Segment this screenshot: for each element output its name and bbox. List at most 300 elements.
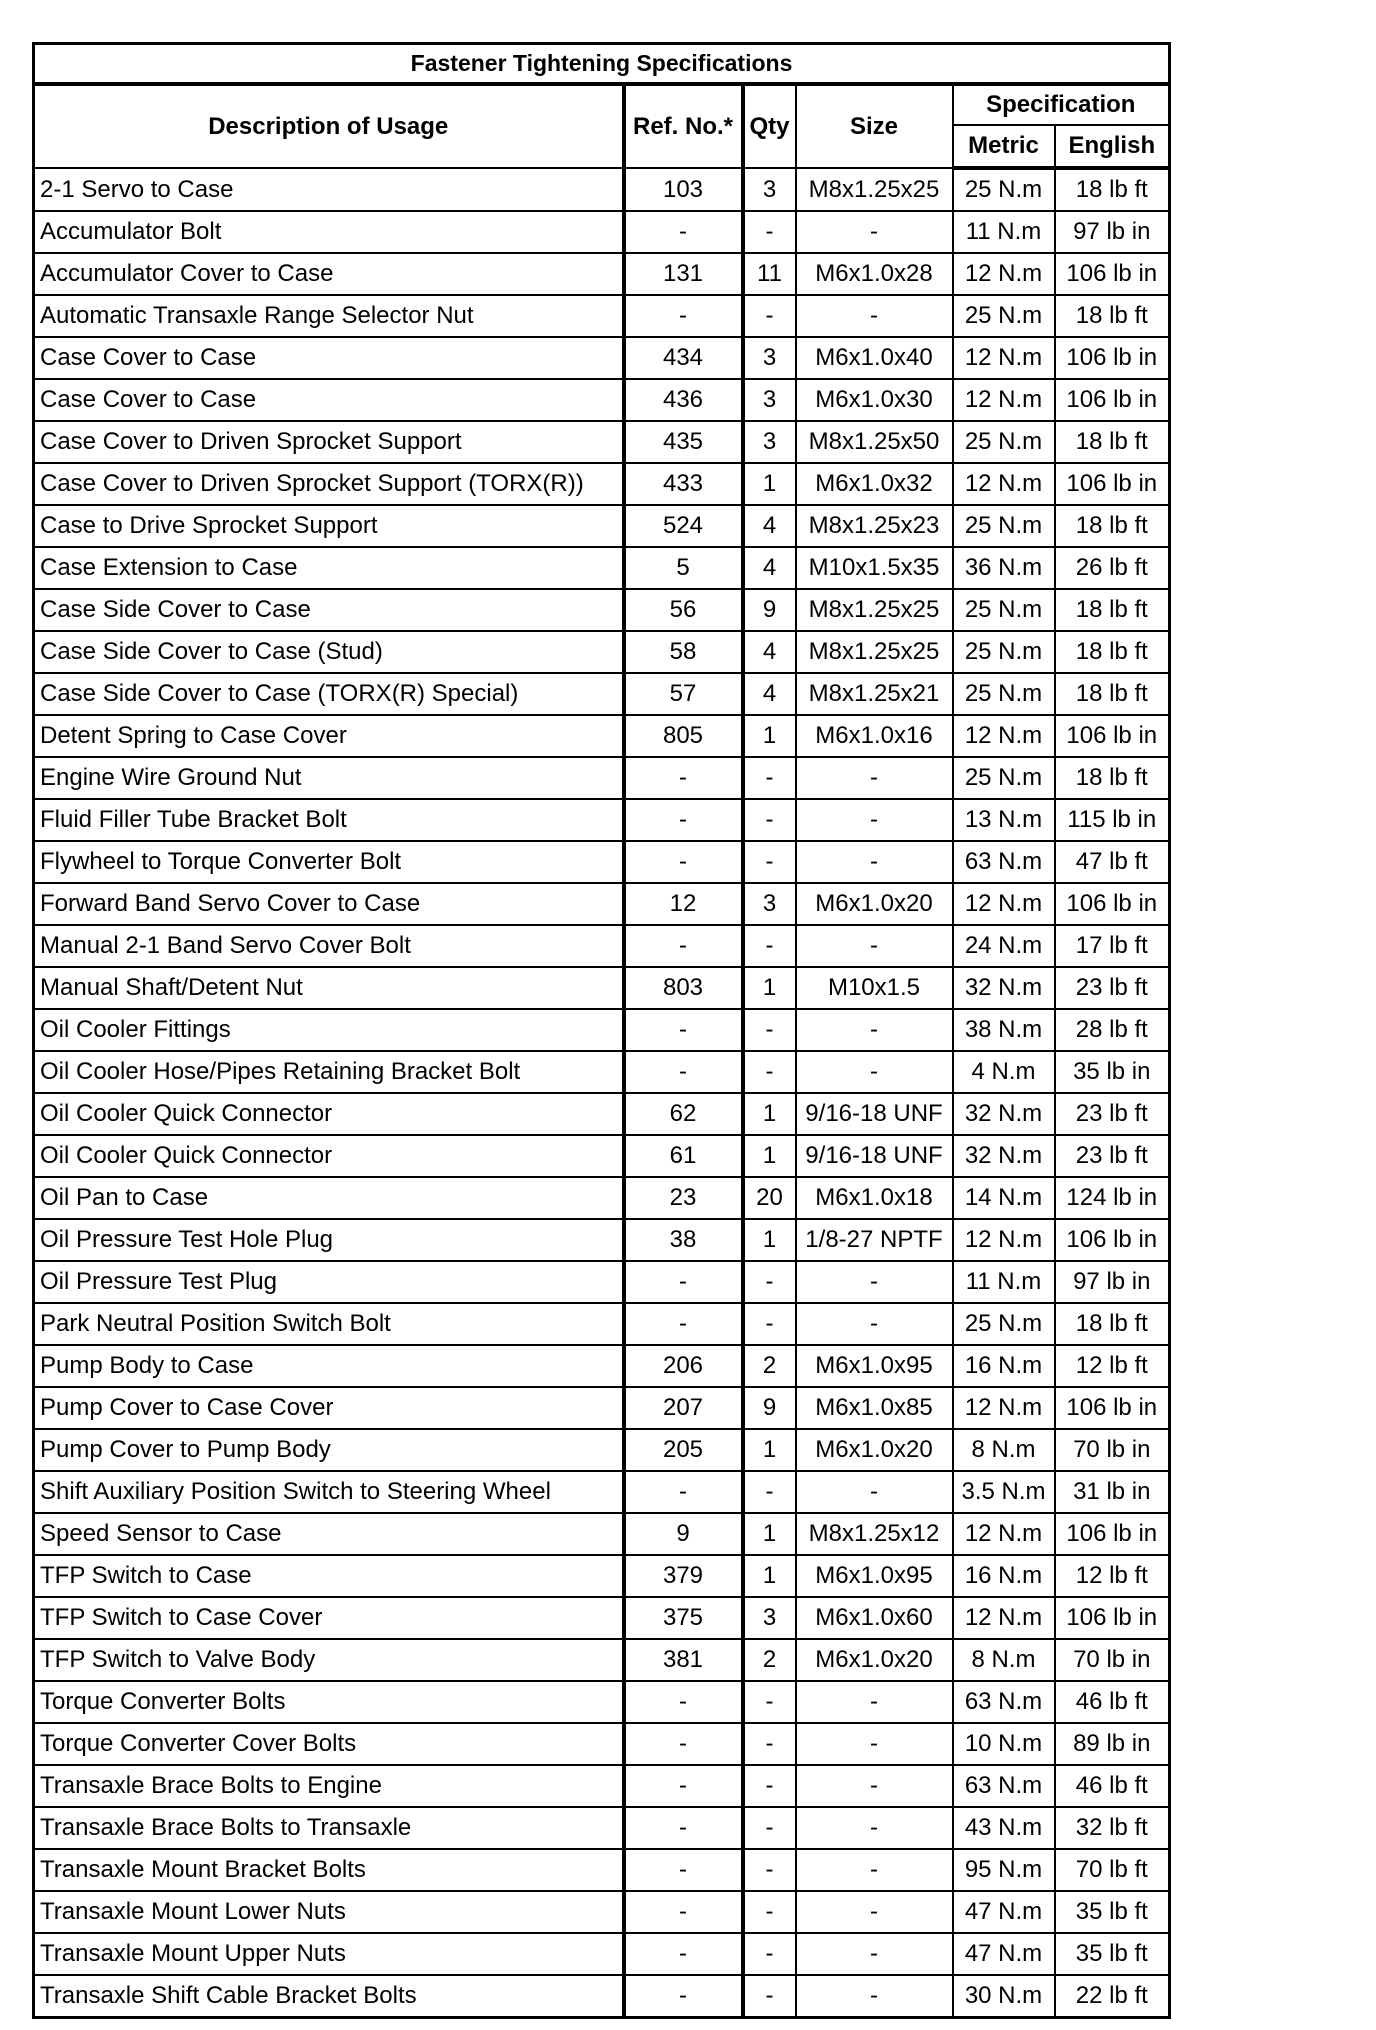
cell-qty: 1: [743, 715, 796, 757]
cell-ref-no: 524: [624, 505, 743, 547]
cell-description: Oil Cooler Hose/Pipes Retaining Bracket Bolt: [34, 1051, 624, 1093]
cell-qty: 11: [743, 253, 796, 295]
cell-metric: 12 N.m: [953, 463, 1055, 505]
cell-metric: 8 N.m: [953, 1429, 1055, 1471]
cell-english: 28 lb ft: [1055, 1009, 1170, 1051]
cell-metric: 32 N.m: [953, 1135, 1055, 1177]
title-row: [34, 44, 1170, 85]
cell-metric: 16 N.m: [953, 1345, 1055, 1387]
cell-description: Case Cover to Driven Sprocket Support: [34, 421, 624, 463]
table-header: [34, 44, 1170, 169]
cell-english: 35 lb ft: [1055, 1933, 1170, 1975]
cell-size: M6x1.0x20: [796, 883, 953, 925]
cell-size: -: [796, 1681, 953, 1723]
cell-ref-no: 62: [624, 1093, 743, 1135]
cell-qty: -: [743, 1807, 796, 1849]
cell-description: Transaxle Mount Bracket Bolts: [34, 1849, 624, 1891]
cell-size: M6x1.0x28: [796, 253, 953, 295]
cell-size: M8x1.25x23: [796, 505, 953, 547]
cell-english: 18 lb ft: [1055, 673, 1170, 715]
table-row: [34, 1891, 1170, 1933]
cell-description: Forward Band Servo Cover to Case: [34, 883, 624, 925]
cell-description: Case Extension to Case: [34, 547, 624, 589]
table-row: [34, 1009, 1170, 1051]
cell-english: 46 lb ft: [1055, 1681, 1170, 1723]
table-row: [34, 1093, 1170, 1135]
cell-ref-no: -: [624, 1681, 743, 1723]
cell-size: 9/16-18 UNF: [796, 1093, 953, 1135]
cell-english: 115 lb in: [1055, 799, 1170, 841]
header-specification: Specification: [953, 84, 1170, 125]
cell-description: Transaxle Mount Upper Nuts: [34, 1933, 624, 1975]
cell-qty: 1: [743, 1219, 796, 1261]
cell-size: -: [796, 1471, 953, 1513]
cell-ref-no: 436: [624, 379, 743, 421]
table-row: [34, 505, 1170, 547]
cell-qty: 1: [743, 463, 796, 505]
cell-metric: 25 N.m: [953, 421, 1055, 463]
cell-description: Accumulator Cover to Case: [34, 253, 624, 295]
cell-description: Transaxle Mount Lower Nuts: [34, 1891, 624, 1933]
cell-ref-no: 207: [624, 1387, 743, 1429]
cell-ref-no: 205: [624, 1429, 743, 1471]
cell-qty: -: [743, 1723, 796, 1765]
cell-size: M6x1.0x95: [796, 1345, 953, 1387]
cell-ref-no: -: [624, 1849, 743, 1891]
cell-ref-no: 23: [624, 1177, 743, 1219]
cell-ref-no: 57: [624, 673, 743, 715]
cell-qty: -: [743, 1009, 796, 1051]
cell-qty: -: [743, 799, 796, 841]
cell-description: Speed Sensor to Case: [34, 1513, 624, 1555]
cell-english: 106 lb in: [1055, 253, 1170, 295]
table-row: [34, 547, 1170, 589]
table-title: Fastener Tightening Specifications: [34, 44, 1170, 85]
cell-english: 97 lb in: [1055, 211, 1170, 253]
table-row: [34, 757, 1170, 799]
cell-english: 106 lb in: [1055, 379, 1170, 421]
table-row: [34, 1051, 1170, 1093]
cell-qty: 4: [743, 673, 796, 715]
cell-description: Pump Body to Case: [34, 1345, 624, 1387]
cell-english: 18 lb ft: [1055, 1303, 1170, 1345]
cell-ref-no: -: [624, 1975, 743, 2018]
cell-metric: 43 N.m: [953, 1807, 1055, 1849]
cell-description: Oil Pressure Test Hole Plug: [34, 1219, 624, 1261]
cell-description: Accumulator Bolt: [34, 211, 624, 253]
table-row: [34, 1597, 1170, 1639]
cell-qty: -: [743, 1849, 796, 1891]
table-row: [34, 1681, 1170, 1723]
cell-size: -: [796, 841, 953, 883]
cell-qty: -: [743, 295, 796, 337]
cell-size: -: [796, 1723, 953, 1765]
cell-qty: 1: [743, 1555, 796, 1597]
cell-metric: 24 N.m: [953, 925, 1055, 967]
cell-ref-no: -: [624, 1009, 743, 1051]
cell-english: 106 lb in: [1055, 1219, 1170, 1261]
cell-metric: 12 N.m: [953, 1219, 1055, 1261]
cell-description: Oil Cooler Quick Connector: [34, 1135, 624, 1177]
cell-english: 18 lb ft: [1055, 295, 1170, 337]
cell-metric: 32 N.m: [953, 967, 1055, 1009]
cell-description: Torque Converter Bolts: [34, 1681, 624, 1723]
cell-ref-no: -: [624, 1891, 743, 1933]
cell-english: 17 lb ft: [1055, 925, 1170, 967]
cell-metric: 47 N.m: [953, 1891, 1055, 1933]
cell-size: -: [796, 1261, 953, 1303]
cell-english: 18 lb ft: [1055, 757, 1170, 799]
cell-english: 18 lb ft: [1055, 589, 1170, 631]
cell-metric: 63 N.m: [953, 1765, 1055, 1807]
cell-description: Shift Auxiliary Position Switch to Steering Wheel: [34, 1471, 624, 1513]
cell-english: 97 lb in: [1055, 1261, 1170, 1303]
cell-ref-no: 435: [624, 421, 743, 463]
cell-size: -: [796, 1765, 953, 1807]
table-body: [34, 168, 1170, 2018]
cell-size: M6x1.0x20: [796, 1429, 953, 1471]
cell-size: -: [796, 1009, 953, 1051]
cell-ref-no: -: [624, 757, 743, 799]
cell-metric: 12 N.m: [953, 379, 1055, 421]
cell-qty: 2: [743, 1639, 796, 1681]
table-row: [34, 295, 1170, 337]
cell-metric: 12 N.m: [953, 1387, 1055, 1429]
cell-ref-no: 206: [624, 1345, 743, 1387]
cell-ref-no: -: [624, 1723, 743, 1765]
cell-metric: 12 N.m: [953, 715, 1055, 757]
cell-qty: -: [743, 1471, 796, 1513]
cell-description: Park Neutral Position Switch Bolt: [34, 1303, 624, 1345]
cell-metric: 12 N.m: [953, 1513, 1055, 1555]
header-english: English: [1055, 125, 1170, 168]
cell-ref-no: 12: [624, 883, 743, 925]
cell-metric: 12 N.m: [953, 337, 1055, 379]
cell-description: TFP Switch to Case: [34, 1555, 624, 1597]
cell-qty: 1: [743, 967, 796, 1009]
cell-metric: 25 N.m: [953, 295, 1055, 337]
cell-description: Case Cover to Case: [34, 379, 624, 421]
cell-size: M6x1.0x30: [796, 379, 953, 421]
cell-ref-no: 61: [624, 1135, 743, 1177]
cell-english: 32 lb ft: [1055, 1807, 1170, 1849]
cell-english: 46 lb ft: [1055, 1765, 1170, 1807]
cell-qty: -: [743, 211, 796, 253]
cell-metric: 25 N.m: [953, 631, 1055, 673]
cell-qty: 1: [743, 1513, 796, 1555]
cell-metric: 25 N.m: [953, 673, 1055, 715]
cell-size: M8x1.25x21: [796, 673, 953, 715]
cell-english: 70 lb ft: [1055, 1849, 1170, 1891]
table-row: [34, 337, 1170, 379]
cell-ref-no: 433: [624, 463, 743, 505]
cell-ref-no: 9: [624, 1513, 743, 1555]
cell-description: Manual Shaft/Detent Nut: [34, 967, 624, 1009]
cell-size: -: [796, 1891, 953, 1933]
cell-metric: 11 N.m: [953, 211, 1055, 253]
cell-description: TFP Switch to Case Cover: [34, 1597, 624, 1639]
cell-english: 106 lb in: [1055, 1513, 1170, 1555]
cell-size: M6x1.0x85: [796, 1387, 953, 1429]
cell-qty: 4: [743, 631, 796, 673]
cell-size: -: [796, 925, 953, 967]
cell-metric: 25 N.m: [953, 505, 1055, 547]
table-row: [34, 841, 1170, 883]
cell-qty: -: [743, 757, 796, 799]
cell-size: -: [796, 1933, 953, 1975]
table-row: [34, 1345, 1170, 1387]
cell-qty: 9: [743, 589, 796, 631]
cell-description: Flywheel to Torque Converter Bolt: [34, 841, 624, 883]
fastener-spec-table: [32, 42, 1171, 2019]
cell-english: 23 lb ft: [1055, 1093, 1170, 1135]
cell-metric: 25 N.m: [953, 1303, 1055, 1345]
cell-size: 1/8-27 NPTF: [796, 1219, 953, 1261]
cell-size: -: [796, 799, 953, 841]
cell-size: M6x1.0x60: [796, 1597, 953, 1639]
cell-metric: 25 N.m: [953, 589, 1055, 631]
cell-size: M8x1.25x25: [796, 631, 953, 673]
cell-qty: 3: [743, 168, 796, 211]
cell-english: 106 lb in: [1055, 715, 1170, 757]
cell-qty: 2: [743, 1345, 796, 1387]
cell-qty: 4: [743, 505, 796, 547]
cell-qty: 3: [743, 337, 796, 379]
cell-description: Case Side Cover to Case (Stud): [34, 631, 624, 673]
table-row: [34, 1555, 1170, 1597]
cell-description: TFP Switch to Valve Body: [34, 1639, 624, 1681]
table-row: [34, 1471, 1170, 1513]
cell-qty: 4: [743, 547, 796, 589]
cell-ref-no: 434: [624, 337, 743, 379]
cell-description: Fluid Filler Tube Bracket Bolt: [34, 799, 624, 841]
cell-metric: 63 N.m: [953, 1681, 1055, 1723]
cell-english: 18 lb ft: [1055, 505, 1170, 547]
cell-english: 106 lb in: [1055, 1597, 1170, 1639]
header-row-1: [34, 84, 1170, 125]
cell-metric: 47 N.m: [953, 1933, 1055, 1975]
cell-qty: -: [743, 1975, 796, 2018]
table-row: [34, 967, 1170, 1009]
cell-description: Detent Spring to Case Cover: [34, 715, 624, 757]
cell-ref-no: 56: [624, 589, 743, 631]
cell-english: 47 lb ft: [1055, 841, 1170, 883]
cell-english: 18 lb ft: [1055, 168, 1170, 211]
cell-description: Case Cover to Case: [34, 337, 624, 379]
cell-size: -: [796, 1303, 953, 1345]
cell-qty: 9: [743, 1387, 796, 1429]
header-metric: Metric: [953, 125, 1055, 168]
cell-size: M6x1.0x16: [796, 715, 953, 757]
cell-metric: 95 N.m: [953, 1849, 1055, 1891]
cell-english: 31 lb in: [1055, 1471, 1170, 1513]
cell-description: Transaxle Brace Bolts to Engine: [34, 1765, 624, 1807]
cell-ref-no: -: [624, 1807, 743, 1849]
cell-ref-no: 58: [624, 631, 743, 673]
cell-ref-no: 803: [624, 967, 743, 1009]
cell-qty: -: [743, 1891, 796, 1933]
cell-metric: 25 N.m: [953, 168, 1055, 211]
cell-english: 12 lb ft: [1055, 1555, 1170, 1597]
table-row: [34, 631, 1170, 673]
cell-size: -: [796, 295, 953, 337]
cell-description: Case Side Cover to Case: [34, 589, 624, 631]
cell-size: M6x1.0x32: [796, 463, 953, 505]
cell-english: 70 lb in: [1055, 1639, 1170, 1681]
cell-metric: 11 N.m: [953, 1261, 1055, 1303]
cell-english: 106 lb in: [1055, 337, 1170, 379]
cell-size: -: [796, 1807, 953, 1849]
cell-english: 35 lb in: [1055, 1051, 1170, 1093]
cell-ref-no: -: [624, 1471, 743, 1513]
table-row: [34, 1849, 1170, 1891]
cell-metric: 16 N.m: [953, 1555, 1055, 1597]
cell-metric: 12 N.m: [953, 883, 1055, 925]
cell-size: M10x1.5: [796, 967, 953, 1009]
cell-ref-no: 375: [624, 1597, 743, 1639]
cell-description: 2-1 Servo to Case: [34, 168, 624, 211]
cell-ref-no: 131: [624, 253, 743, 295]
table-row: [34, 925, 1170, 967]
cell-english: 106 lb in: [1055, 463, 1170, 505]
cell-size: M8x1.25x50: [796, 421, 953, 463]
cell-size: -: [796, 1849, 953, 1891]
cell-ref-no: -: [624, 295, 743, 337]
cell-english: 106 lb in: [1055, 1387, 1170, 1429]
cell-description: Oil Cooler Quick Connector: [34, 1093, 624, 1135]
cell-english: 124 lb in: [1055, 1177, 1170, 1219]
cell-qty: 3: [743, 883, 796, 925]
cell-description: Torque Converter Cover Bolts: [34, 1723, 624, 1765]
table-row: [34, 1219, 1170, 1261]
cell-english: 23 lb ft: [1055, 967, 1170, 1009]
table-row: [34, 1303, 1170, 1345]
cell-qty: -: [743, 1261, 796, 1303]
cell-english: 26 lb ft: [1055, 547, 1170, 589]
cell-metric: 38 N.m: [953, 1009, 1055, 1051]
cell-description: Case Side Cover to Case (TORX(R) Special): [34, 673, 624, 715]
cell-size: -: [796, 1051, 953, 1093]
table-row: [34, 1933, 1170, 1975]
cell-description: Transaxle Shift Cable Bracket Bolts: [34, 1975, 624, 2018]
table-row: [34, 1513, 1170, 1555]
cell-qty: 3: [743, 379, 796, 421]
table-row: [34, 1723, 1170, 1765]
table-row: [34, 883, 1170, 925]
cell-ref-no: -: [624, 1765, 743, 1807]
cell-description: Pump Cover to Case Cover: [34, 1387, 624, 1429]
cell-qty: 3: [743, 421, 796, 463]
cell-english: 18 lb ft: [1055, 631, 1170, 673]
table-row: [34, 1765, 1170, 1807]
cell-qty: 3: [743, 1597, 796, 1639]
cell-size: 9/16-18 UNF: [796, 1135, 953, 1177]
cell-ref-no: 38: [624, 1219, 743, 1261]
cell-ref-no: -: [624, 1933, 743, 1975]
cell-description: Transaxle Brace Bolts to Transaxle: [34, 1807, 624, 1849]
cell-ref-no: 103: [624, 168, 743, 211]
cell-description: Case Cover to Driven Sprocket Support (TORX(R)): [34, 463, 624, 505]
table-row: [34, 379, 1170, 421]
cell-description: Oil Pressure Test Plug: [34, 1261, 624, 1303]
cell-qty: -: [743, 1933, 796, 1975]
cell-size: M8x1.25x12: [796, 1513, 953, 1555]
header-description: Description of Usage: [34, 84, 624, 168]
cell-metric: 12 N.m: [953, 253, 1055, 295]
cell-description: Pump Cover to Pump Body: [34, 1429, 624, 1471]
cell-ref-no: -: [624, 799, 743, 841]
cell-ref-no: 379: [624, 1555, 743, 1597]
cell-size: M6x1.0x18: [796, 1177, 953, 1219]
cell-size: M8x1.25x25: [796, 168, 953, 211]
cell-ref-no: -: [624, 211, 743, 253]
cell-description: Manual 2-1 Band Servo Cover Bolt: [34, 925, 624, 967]
cell-ref-no: -: [624, 1051, 743, 1093]
table-row: [34, 1177, 1170, 1219]
cell-metric: 12 N.m: [953, 1597, 1055, 1639]
cell-size: M10x1.5x35: [796, 547, 953, 589]
cell-metric: 32 N.m: [953, 1093, 1055, 1135]
table-row: [34, 1261, 1170, 1303]
table-row: [34, 421, 1170, 463]
cell-metric: 13 N.m: [953, 799, 1055, 841]
cell-metric: 30 N.m: [953, 1975, 1055, 2018]
cell-size: -: [796, 757, 953, 799]
cell-metric: 14 N.m: [953, 1177, 1055, 1219]
cell-ref-no: 381: [624, 1639, 743, 1681]
cell-size: -: [796, 1975, 953, 2018]
cell-ref-no: -: [624, 925, 743, 967]
cell-ref-no: 5: [624, 547, 743, 589]
cell-metric: 25 N.m: [953, 757, 1055, 799]
cell-description: Automatic Transaxle Range Selector Nut: [34, 295, 624, 337]
cell-qty: -: [743, 1765, 796, 1807]
cell-english: 12 lb ft: [1055, 1345, 1170, 1387]
table-row: [34, 589, 1170, 631]
cell-size: M6x1.0x95: [796, 1555, 953, 1597]
cell-qty: 20: [743, 1177, 796, 1219]
cell-metric: 3.5 N.m: [953, 1471, 1055, 1513]
table-row: [34, 1639, 1170, 1681]
cell-size: M6x1.0x20: [796, 1639, 953, 1681]
cell-description: Case to Drive Sprocket Support: [34, 505, 624, 547]
cell-qty: -: [743, 841, 796, 883]
cell-english: 35 lb ft: [1055, 1891, 1170, 1933]
table-row: [34, 673, 1170, 715]
cell-ref-no: -: [624, 1261, 743, 1303]
cell-english: 70 lb in: [1055, 1429, 1170, 1471]
cell-qty: 1: [743, 1093, 796, 1135]
table-row: [34, 1429, 1170, 1471]
table-row: [34, 1135, 1170, 1177]
table-row: [34, 1387, 1170, 1429]
cell-english: 89 lb in: [1055, 1723, 1170, 1765]
table-row: [34, 799, 1170, 841]
cell-description: Oil Cooler Fittings: [34, 1009, 624, 1051]
cell-metric: 63 N.m: [953, 841, 1055, 883]
cell-qty: 1: [743, 1429, 796, 1471]
cell-metric: 4 N.m: [953, 1051, 1055, 1093]
table-row: [34, 211, 1170, 253]
cell-qty: 1: [743, 1135, 796, 1177]
header-ref-no: Ref. No.*: [624, 84, 743, 168]
cell-metric: 8 N.m: [953, 1639, 1055, 1681]
cell-description: Oil Pan to Case: [34, 1177, 624, 1219]
cell-size: M6x1.0x40: [796, 337, 953, 379]
cell-qty: -: [743, 1303, 796, 1345]
cell-size: M8x1.25x25: [796, 589, 953, 631]
cell-ref-no: 805: [624, 715, 743, 757]
